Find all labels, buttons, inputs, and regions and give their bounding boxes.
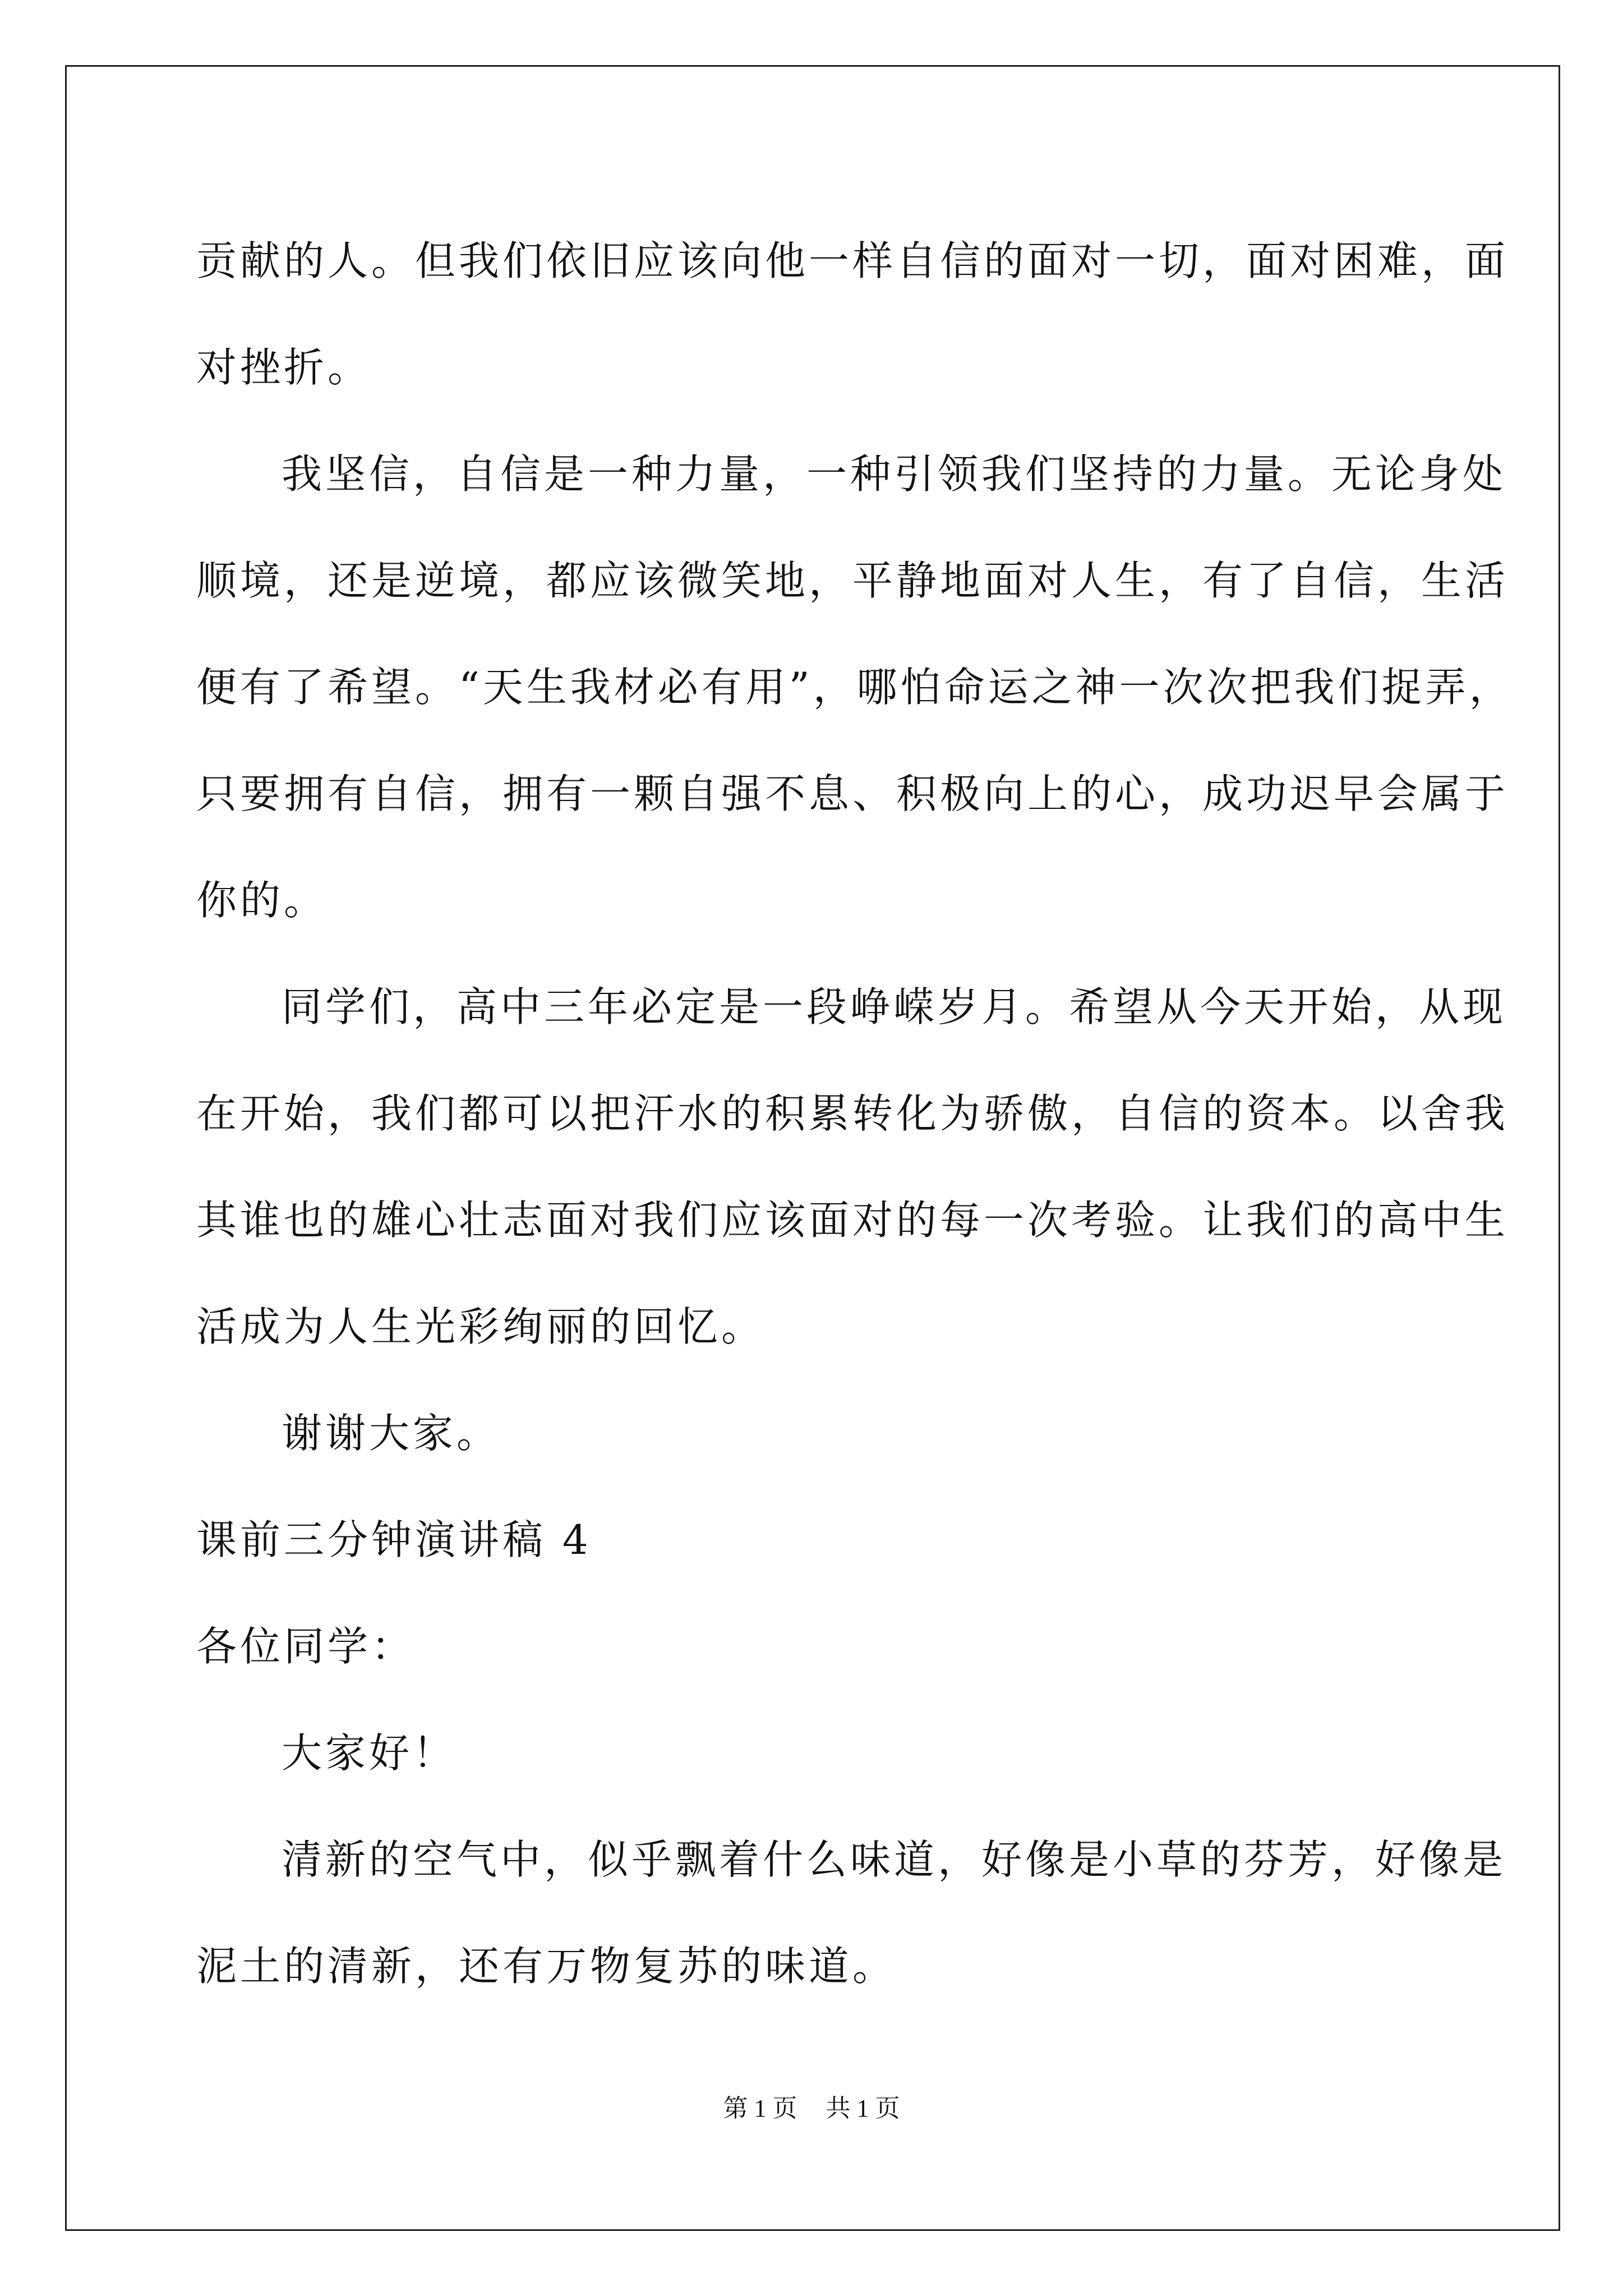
greeting-line: 大家好！ [282, 1729, 457, 1777]
paragraph-start-line: 我坚信，自信是一种力量，一种引领我们坚持的力量。无论身处 [282, 450, 1507, 498]
page-footer [0, 2088, 1623, 2124]
document-body [196, 208, 1513, 2019]
text-line: 只要拥有自信，拥有一颗自强不息、积极向上的心，成功迟早会属于 [196, 770, 1509, 817]
closing-line: 谢谢大家。 [282, 1410, 501, 1457]
text-line: 其谁也的雄心壮志面对我们应该面对的每一次考验。让我们的高中生 [196, 1197, 1509, 1244]
text-line: 泥土的清新，还有万物复苏的味道。 [196, 1943, 897, 1990]
text-line: 顺境，还是逆境，都应该微笑地，平静地面对人生，有了自信，生活 [196, 557, 1509, 604]
text-line: 你的。 [196, 877, 328, 924]
salutation-line: 各位同学： [196, 1623, 416, 1670]
text-line: 在开始，我们都可以把汗水的积累转化为骄傲，自信的资本。以舍我 [196, 1090, 1509, 1137]
section-heading: 课前三分钟演讲稿 4 [196, 1516, 592, 1563]
text-line: 贡献的人。但我们依旧应该向他一样自信的面对一切，面对困难，面 [196, 237, 1509, 284]
page-number-total: 共 1 页 [826, 2095, 900, 2122]
paragraph-start-line: 清新的空气中，似乎飘着什么味道，好像是小草的芬芳，好像是 [282, 1836, 1507, 1883]
text-line: 对挫折。 [196, 344, 372, 391]
page-number-current: 第 1 页 [723, 2095, 797, 2122]
paragraph-start-line: 同学们，高中三年必定是一段峥嵘岁月。希望从今天开始，从现 [282, 983, 1507, 1030]
text-line: 便有了希望。“天生我材必有用”，哪怕命运之神一次次把我们捉弄， [196, 664, 1513, 711]
text-line: 活成为人生光彩绚丽的回忆。 [196, 1303, 766, 1350]
